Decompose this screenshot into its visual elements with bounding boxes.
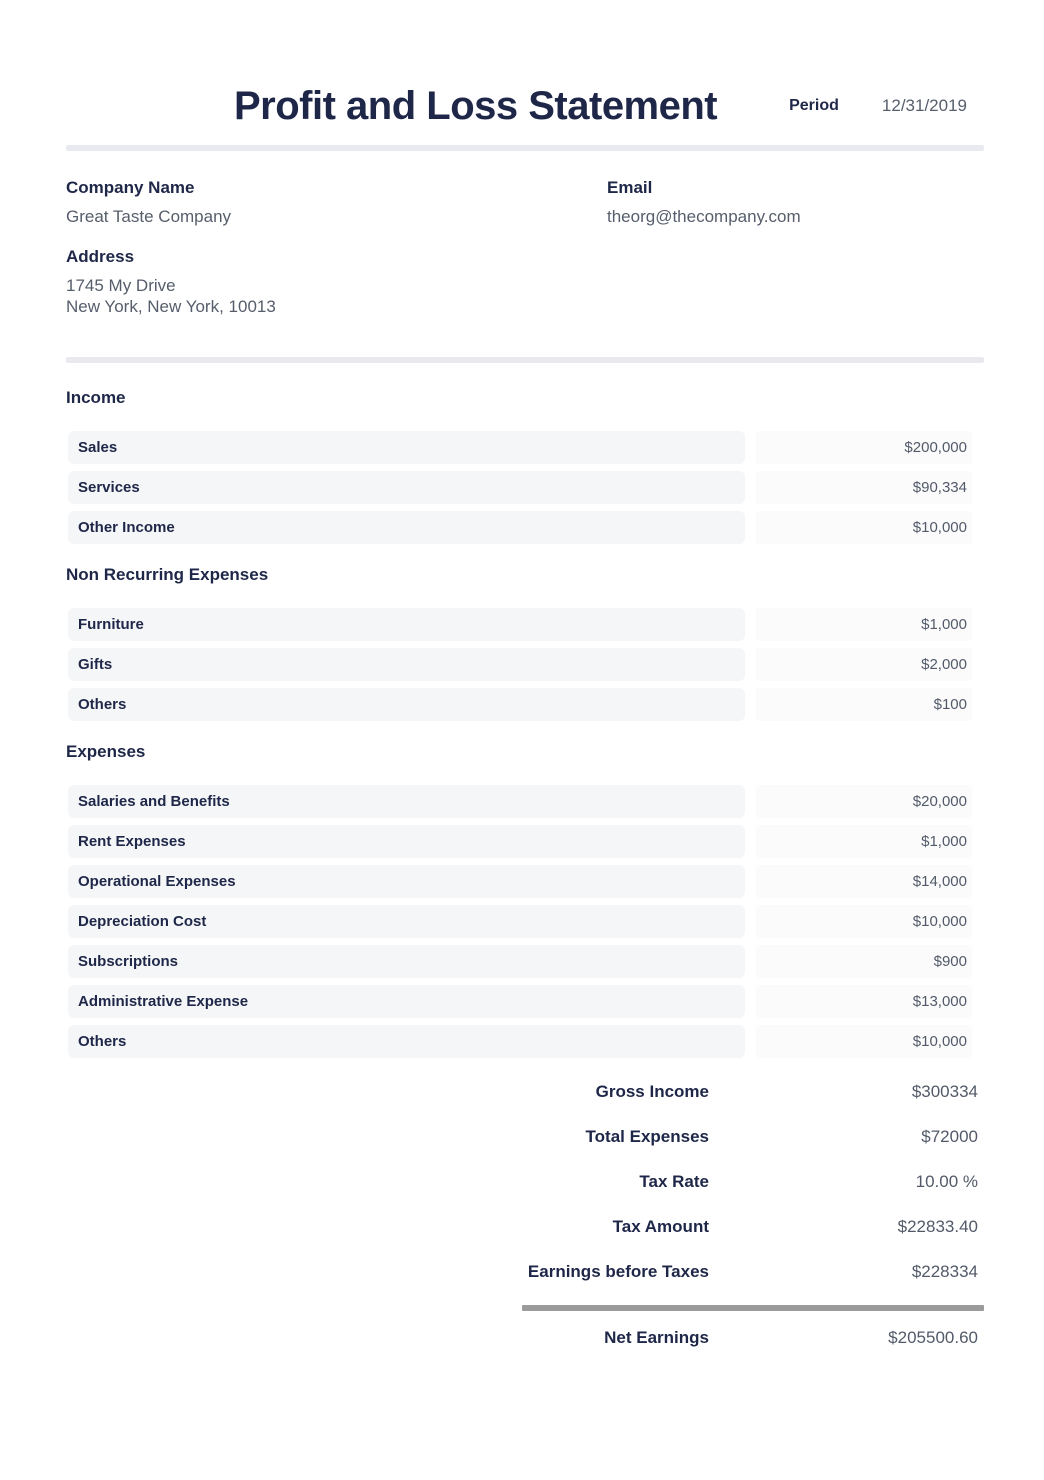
- line-item-label: Others: [78, 696, 127, 713]
- company-info-section: [66, 178, 984, 337]
- totals-row: [66, 1170, 984, 1194]
- company-name-field: [66, 178, 607, 227]
- section-title-non-recurring-expenses: Non Recurring Expenses: [66, 565, 269, 584]
- net-earnings-row: [66, 1326, 984, 1350]
- line-item-label: Depreciation Cost: [78, 913, 207, 930]
- document-title: Profit and Loss Statement: [234, 84, 718, 128]
- line-item-value: $20,000: [912, 793, 967, 810]
- totals-label-tax-rate: Tax Rate: [639, 1172, 709, 1191]
- line-item-label-bar: [68, 648, 745, 681]
- line-item-value-box: [756, 945, 972, 978]
- line-item-label-bar: [68, 825, 745, 858]
- line-item-value: $200,000: [904, 439, 967, 456]
- line-item-label-bar: [68, 688, 745, 721]
- totals-label-tax-amount: Tax Amount: [612, 1217, 709, 1236]
- net-earnings-value: $205500.60: [888, 1328, 978, 1347]
- line-item-row: [68, 785, 972, 818]
- address-label: Address: [66, 247, 135, 266]
- line-item-value-box: [756, 785, 972, 818]
- line-item-value-box: [756, 985, 972, 1018]
- header-divider: [66, 145, 984, 151]
- line-item-row: [68, 985, 972, 1018]
- totals-value-tax-rate: 10.00 %: [915, 1172, 978, 1191]
- period-group: [789, 96, 967, 116]
- totals-label-total-expenses: Total Expenses: [585, 1127, 709, 1146]
- line-item-value-box: [756, 825, 972, 858]
- line-item-value: $13,000: [912, 993, 967, 1010]
- line-item-label: Furniture: [78, 616, 144, 633]
- line-item-label: Operational Expenses: [78, 873, 236, 890]
- totals-value-gross-income: $300334: [911, 1082, 978, 1101]
- line-item-row: [68, 825, 972, 858]
- company-name-label: Company Name: [66, 178, 195, 197]
- totals-label-earnings-before-taxes: Earnings before Taxes: [527, 1262, 709, 1281]
- address-line-2: New York, New York, 10013: [66, 297, 276, 316]
- totals-row: [66, 1125, 984, 1149]
- line-item-value-box: [756, 471, 972, 504]
- section-title-income: Income: [66, 388, 126, 407]
- line-item-value: $90,334: [912, 479, 967, 496]
- period-value: 12/31/2019: [881, 96, 967, 115]
- section-rows: [66, 431, 984, 544]
- line-item-value: $10,000: [912, 519, 967, 536]
- line-item-label: Subscriptions: [78, 953, 179, 970]
- line-item-value: $1,000: [921, 616, 967, 633]
- line-item-value: $2,000: [921, 656, 967, 673]
- line-item-value-box: [756, 648, 972, 681]
- section-rows: [66, 785, 984, 1058]
- net-earnings-divider: [522, 1305, 984, 1311]
- line-item-label: Gifts: [78, 656, 113, 673]
- line-item-value-box: [756, 865, 972, 898]
- line-item-value-box: [756, 1025, 972, 1058]
- line-item-value: $10,000: [912, 913, 967, 930]
- email-value: theorg@thecompany.com: [607, 207, 801, 226]
- line-item-value: $10,000: [912, 1033, 967, 1050]
- totals-section: [66, 1080, 984, 1284]
- line-item-value: $14,000: [912, 873, 967, 890]
- line-item-row: [68, 865, 972, 898]
- line-item-value-box: [756, 431, 972, 464]
- line-item-row: [68, 648, 972, 681]
- line-item-label-bar: [68, 945, 745, 978]
- totals-row: [66, 1080, 984, 1104]
- statement-sections: [66, 388, 984, 1058]
- line-item-row: [68, 688, 972, 721]
- net-earnings-label: Net Earnings: [604, 1328, 709, 1347]
- line-item-label-bar: [68, 431, 745, 464]
- info-divider: [66, 357, 984, 363]
- company-info-right-column: [607, 178, 984, 337]
- line-item-value-box: [756, 511, 972, 544]
- email-label: Email: [607, 178, 653, 197]
- line-item-row: [68, 431, 972, 464]
- totals-value-earnings-before-taxes: $228334: [911, 1262, 978, 1281]
- line-item-row: [68, 511, 972, 544]
- totals-value-total-expenses: $72000: [921, 1127, 978, 1146]
- line-item-label-bar: [68, 511, 745, 544]
- line-item-row: [68, 471, 972, 504]
- line-item-label-bar: [68, 905, 745, 938]
- totals-row: [66, 1215, 984, 1239]
- address-line-1: 1745 My Drive: [66, 276, 176, 295]
- document-header: [66, 84, 984, 128]
- totals-label-gross-income: Gross Income: [595, 1082, 709, 1101]
- address-field: [66, 247, 607, 317]
- line-item-row: [68, 945, 972, 978]
- totals-value-tax-amount: $22833.40: [897, 1217, 978, 1236]
- line-item-row: [68, 608, 972, 641]
- section-title-expenses: Expenses: [66, 742, 146, 761]
- period-label: Period: [789, 97, 839, 114]
- line-item-label-bar: [68, 785, 745, 818]
- statement-section: [66, 742, 984, 1058]
- line-item-label: Other Income: [78, 519, 175, 536]
- statement-section: [66, 565, 984, 721]
- company-info-left-column: [66, 178, 607, 337]
- line-item-value-box: [756, 905, 972, 938]
- totals-row: [66, 1260, 984, 1284]
- line-item-value: $900: [933, 953, 967, 970]
- line-item-label: Salaries and Benefits: [78, 793, 230, 810]
- line-item-label-bar: [68, 985, 745, 1018]
- line-item-label: Others: [78, 1033, 127, 1050]
- line-item-value-box: [756, 608, 972, 641]
- line-item-value: $100: [933, 696, 967, 713]
- section-rows: [66, 608, 984, 721]
- line-item-value: $1,000: [921, 833, 967, 850]
- line-item-label-bar: [68, 865, 745, 898]
- line-item-label: Administrative Expense: [78, 993, 249, 1010]
- line-item-row: [68, 1025, 972, 1058]
- company-name-value: Great Taste Company: [66, 207, 232, 226]
- line-item-label-bar: [68, 1025, 745, 1058]
- line-item-row: [68, 905, 972, 938]
- statement-section: [66, 388, 984, 544]
- line-item-value-box: [756, 688, 972, 721]
- line-item-label-bar: [68, 608, 745, 641]
- line-item-label: Rent Expenses: [78, 833, 186, 850]
- line-item-label-bar: [68, 471, 745, 504]
- email-field: [607, 178, 984, 227]
- line-item-label: Services: [78, 479, 140, 496]
- line-item-label: Sales: [78, 439, 118, 456]
